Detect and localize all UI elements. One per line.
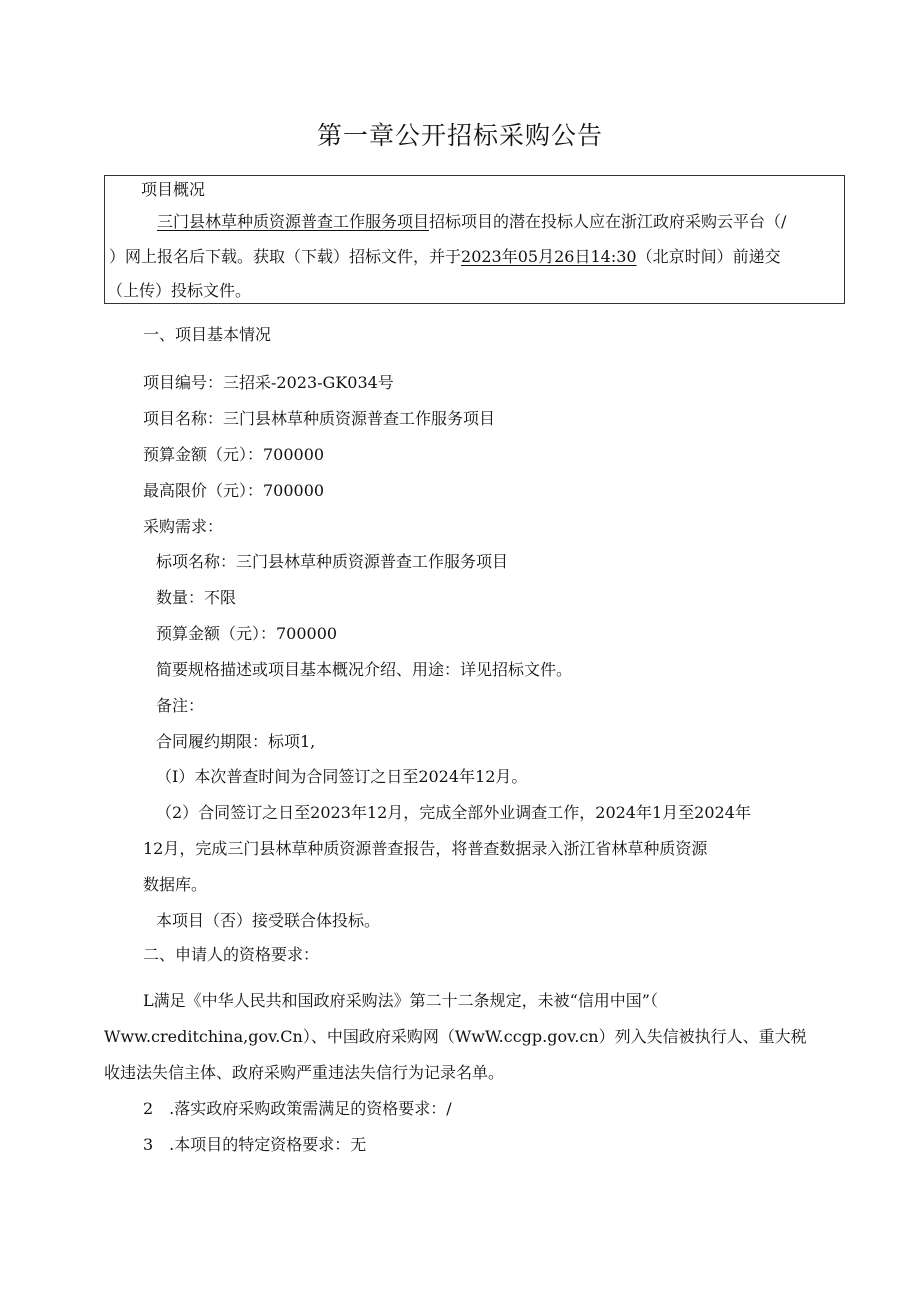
contract-term-item-2-cont: 12月，完成三门县林草种质资源普查报告，将普查数据录入浙江省林草种质资源 <box>143 839 708 858</box>
lot-budget: 预算金额（元）：700000 <box>156 624 338 643</box>
spec-description: 简要规格描述或项目基本概况介绍、用途：详见招标文件。 <box>156 660 573 679</box>
quantity: 数量：不限 <box>156 588 237 607</box>
page-title: 第一章公开招标采购公告 <box>316 121 603 150</box>
budget-amount: 预算金额（元）：700000 <box>143 445 325 464</box>
max-price: 最高限价（元）：700000 <box>143 481 325 500</box>
contract-term-item-1: （I）本次普查时间为合同签订之日至2024年12月。 <box>156 767 528 786</box>
summary-line-1-rest: 招标项目的潜在投标人应在浙江政府采购云平台（/ <box>429 212 787 231</box>
summary-heading: 项目概况 <box>141 180 206 199</box>
summary-line-2 <box>105 246 844 268</box>
section1-heading: 一、项目基本情况 <box>143 325 272 344</box>
remark-label: 备注： <box>156 696 205 715</box>
project-summary-box <box>104 175 845 304</box>
consortium-note: 本项目（否）接受联合体投标。 <box>156 911 381 930</box>
summary-project-name: 三门县林草种质资源普查工作服务项目 <box>157 212 430 231</box>
summary-line-1 <box>105 211 844 233</box>
requirement-3: 3 .本项目的特定资格要求：无 <box>143 1135 367 1154</box>
requirement-1-cont: Www.creditchina,gov.Cn）、中国政府采购网（WwW.ccgp.gov.cn）列入失信被执行人、重大税 <box>104 1027 807 1046</box>
requirement-2: 2 .落实政府采购政策需满足的资格要求：/ <box>143 1099 452 1118</box>
section2-heading: 二、申请人的资格要求： <box>143 945 320 964</box>
summary-line-3: （上传）投标文件。 <box>107 281 252 300</box>
requirement-1-end: 收违法失信主体、政府采购严重违法失信行为记录名单。 <box>104 1063 505 1082</box>
requirement-1: L满足《中华人民共和国政府采购法》第二十二条规定，未被“信用中国”（ <box>143 991 658 1010</box>
project-number: 项目编号：三招采-2023-GK034号 <box>143 373 394 392</box>
contract-term-item-2: （2）合同签订之日至2023年12月，完成全部外业调查工作，2024年1月至2024年 <box>156 803 751 822</box>
lot-name: 标项名称：三门县林草种质资源普查工作服务项目 <box>156 552 509 571</box>
requirement-label: 采购需求： <box>143 517 224 536</box>
contract-term-item-2-end: 数据库。 <box>143 875 208 894</box>
summary-line-2-start: ）网上报名后下载。获取（下载）招标文件，并于 <box>109 247 462 266</box>
summary-line-2-end: （北京时间）前递交 <box>636 247 781 266</box>
contract-term: 合同履约期限：标项1, <box>156 732 316 751</box>
project-name: 项目名称：三门县林草种质资源普查工作服务项目 <box>143 409 496 428</box>
summary-deadline: 2023年05月26日14:30 <box>461 247 637 266</box>
